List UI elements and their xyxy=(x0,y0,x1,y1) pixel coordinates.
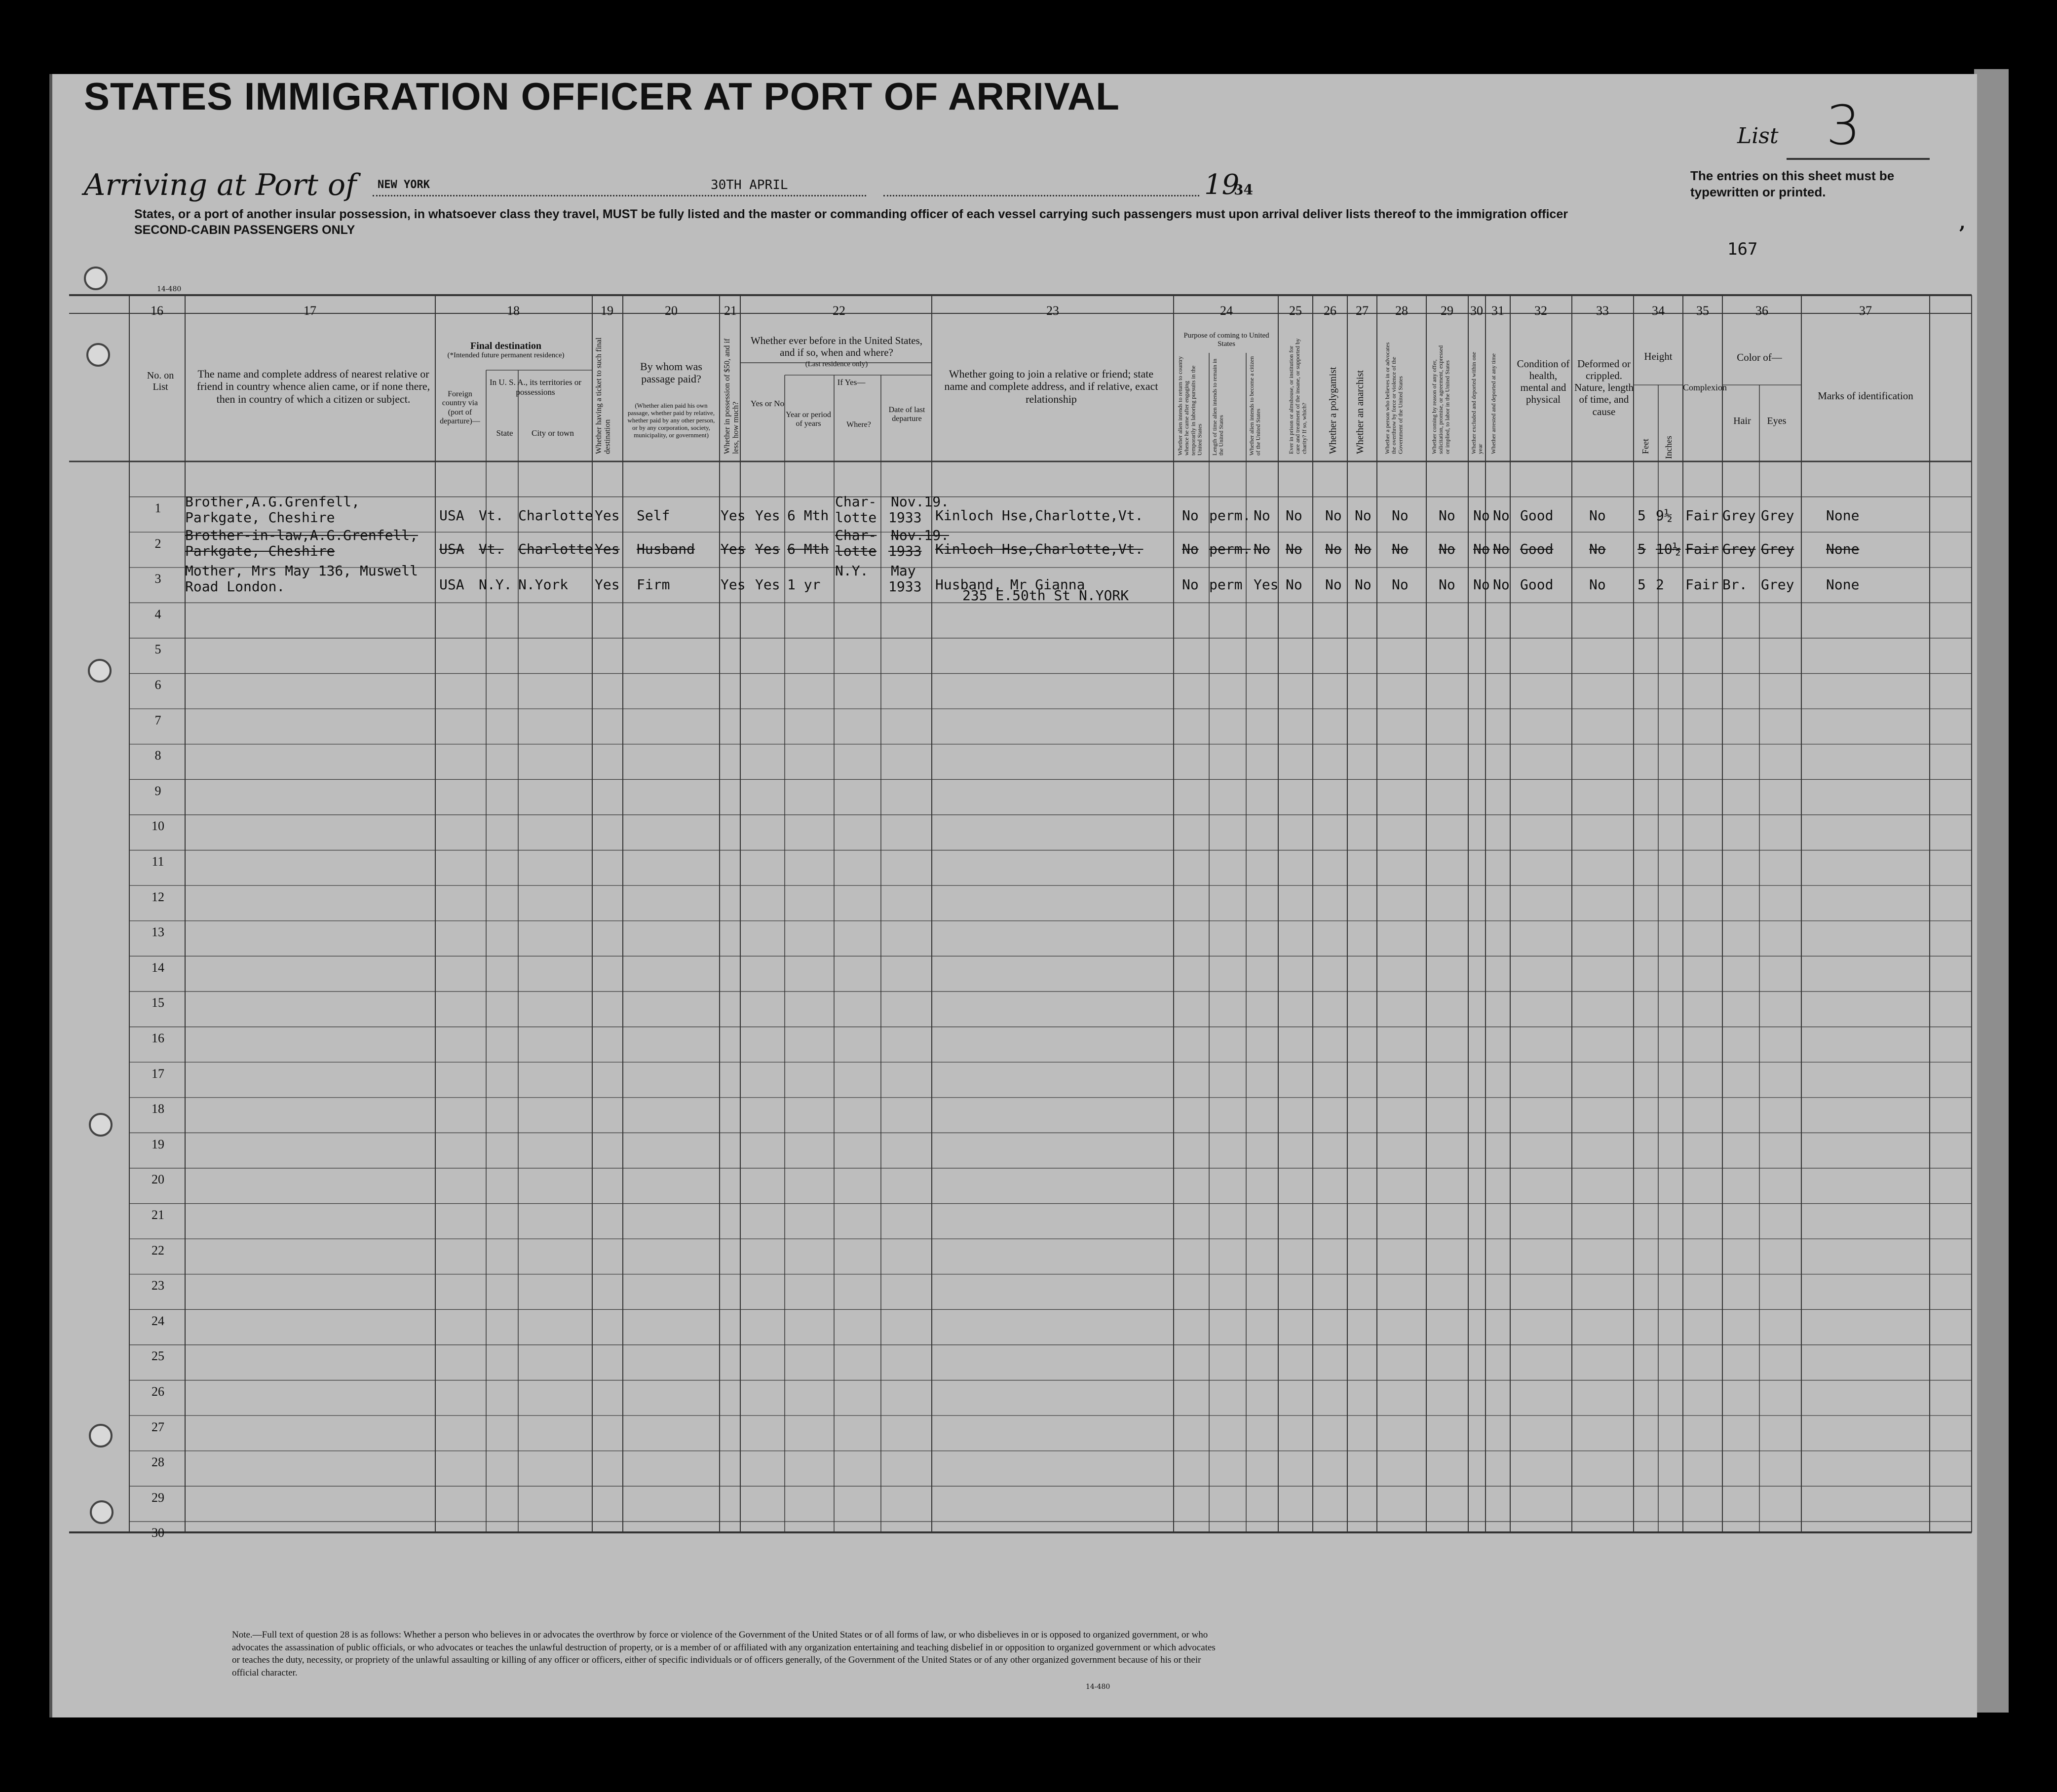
purpose-citizen: Yes xyxy=(1254,576,1279,593)
row-number: 2 xyxy=(154,536,161,551)
header-eyes: Eyes xyxy=(1767,416,1787,426)
where-line2: lotte xyxy=(835,543,877,559)
polygamist: No xyxy=(1325,576,1342,593)
offer: No xyxy=(1439,541,1455,557)
period-in-us: 6 Mth xyxy=(787,507,829,524)
footer-code: 14-480 xyxy=(1086,1683,1110,1691)
typewritten-instruction: The entries on this sheet must be typewritten or printed. xyxy=(1690,168,1895,199)
header-join-relative: Whether going to join a relative or friend; state name and complete address, and if relative, exact relationship xyxy=(944,368,1158,405)
row-number: 24 xyxy=(152,1313,164,1328)
header-possession: Whether in possession of $50, and if less, how much? xyxy=(723,338,740,454)
height-inches: 9½ xyxy=(1656,507,1673,524)
overthrow: No xyxy=(1392,507,1409,524)
row-number: 10 xyxy=(152,819,164,834)
row-number: 4 xyxy=(154,607,161,621)
header-inches: Inches xyxy=(1664,436,1674,459)
where-line1: Char- xyxy=(835,527,877,543)
header-passage: By whom was passage paid? xyxy=(640,360,702,385)
join-relative: Kinloch Hse,Charlotte,Vt. xyxy=(935,541,1143,557)
column-number: 20 xyxy=(665,304,678,318)
ticket: Yes xyxy=(595,541,620,557)
passage-paid-by: Self xyxy=(637,507,670,524)
header-passage-note: (Whether alien paid his own passage, whether paid by relative, whether paid by any other person, or by any corporation, society, municipality, or government) xyxy=(627,402,715,439)
row-number: 12 xyxy=(152,889,164,904)
header-excluded: Whether excluded and deported within one year xyxy=(1470,352,1484,454)
eye-color: Grey xyxy=(1761,576,1794,593)
header-city: City or town xyxy=(532,428,574,438)
column-number: 18 xyxy=(507,304,520,318)
prison: No xyxy=(1286,576,1302,593)
header-purpose-citizen: Whether alien intends to become a citizen of the United States xyxy=(1248,356,1262,456)
prison: No xyxy=(1286,541,1302,557)
date-value: 30TH APRIL xyxy=(711,178,788,192)
column-number: 25 xyxy=(1289,304,1302,318)
column-number: 37 xyxy=(1859,304,1872,318)
row-number: 20 xyxy=(152,1172,164,1187)
purpose-return: No xyxy=(1182,541,1199,557)
column-number: 32 xyxy=(1534,304,1547,318)
year-prefix: 19 xyxy=(1204,169,1240,201)
anarchist: No xyxy=(1355,507,1371,524)
deformed: No xyxy=(1589,507,1606,524)
row-number: 26 xyxy=(152,1384,164,1399)
footer-note: Note.—Full text of question 28 is as follows: Whether a person who believes in or advocates the overthrow by force or violence of the Government of the United States or of all forms of law, or who disbelieves in or is opposed to organized government, or who advocates the assassination of public officials, or who advocates or teaches the unlawful destruction of property, or is a member of or affiliated with any organization entertaining and teaching disbelief in or opposition to organized government or which advocates or teaches the duty, necessity, or propriety of the unlawful assaulting or killing of any officer or officers, either of specific individuals or of officers generally, of the Government of the United States or of any other organized government because of his or their official character. xyxy=(232,1630,1216,1678)
before-in-us: Yes xyxy=(755,507,780,524)
where-line2: lotte xyxy=(835,509,877,526)
join-relative-address: 235 E.50th St N.YORK xyxy=(962,587,1129,604)
join-relative: Husband, Mr Gianna xyxy=(935,576,1085,593)
column-number: 19 xyxy=(601,304,613,318)
page-number: 167 xyxy=(1727,239,1758,259)
column-number: 21 xyxy=(724,304,737,318)
row-number: 23 xyxy=(152,1278,164,1293)
overthrow: No xyxy=(1392,576,1409,593)
departure-year: 1933 xyxy=(888,578,922,595)
row-number: 22 xyxy=(152,1243,164,1258)
column-number: 28 xyxy=(1395,304,1408,318)
header-polygamist: Whether a polygamist xyxy=(1328,367,1338,454)
column-number: 26 xyxy=(1324,304,1336,318)
column-number: 35 xyxy=(1696,304,1709,318)
row-number: 29 xyxy=(152,1490,164,1505)
row-number: 16 xyxy=(152,1031,164,1045)
arriving-label: Arriving at Port of xyxy=(84,168,357,202)
polygamist: No xyxy=(1325,541,1342,557)
row-number: 1 xyxy=(154,501,161,515)
header-departure: Date of last departure xyxy=(888,406,925,423)
row-number: 17 xyxy=(152,1066,164,1081)
purpose-citizen: No xyxy=(1254,541,1270,557)
before-in-us: Yes xyxy=(755,541,780,557)
row-number: 7 xyxy=(154,713,161,727)
destination-city: Charlotte xyxy=(518,507,593,524)
header-hair: Hair xyxy=(1733,416,1751,426)
departure-date: May xyxy=(891,563,916,579)
join-relative: Kinloch Hse,Charlotte,Vt. xyxy=(935,507,1143,524)
relative-address: Parkgate, Cheshire xyxy=(185,543,335,559)
header-final-destination: Final destination xyxy=(470,341,541,351)
column-number: 30 xyxy=(1470,304,1483,318)
deformed: No xyxy=(1589,576,1606,593)
anarchist: No xyxy=(1355,576,1371,593)
column-number: 34 xyxy=(1652,304,1665,318)
destination-city: Charlotte xyxy=(518,541,593,557)
destination-state: N.Y. xyxy=(479,576,512,593)
where-line1: N.Y. xyxy=(835,563,869,579)
column-number: 33 xyxy=(1596,304,1609,318)
comma-mark: , xyxy=(1959,212,1966,233)
column-number: 16 xyxy=(151,304,163,318)
hair-color: Br. xyxy=(1722,576,1748,593)
purpose-length: perm xyxy=(1209,576,1243,593)
header-no-on-list: No. on List xyxy=(147,370,174,392)
height-feet: 5 xyxy=(1638,576,1646,593)
header-anarchist: Whether an anarchist xyxy=(1355,370,1366,454)
complexion: Fair xyxy=(1685,576,1719,593)
row-number: 21 xyxy=(152,1208,164,1222)
header-arrested: Whether arrested and deported at any time xyxy=(1490,353,1497,454)
health: Good xyxy=(1520,541,1554,557)
row-number: 28 xyxy=(152,1455,164,1470)
row-number: 5 xyxy=(154,642,161,657)
possession-fifty: Yes xyxy=(721,576,746,593)
height-feet: 5 xyxy=(1638,507,1646,524)
header-marks: Marks of identification xyxy=(1818,390,1913,402)
row-number: 3 xyxy=(154,572,161,586)
purpose-length: perm. xyxy=(1209,507,1251,524)
form-code: 14-480 xyxy=(157,285,182,293)
row-number: 8 xyxy=(154,748,161,763)
header-deformed: Deformed or crippled. Nature, length of time, and cause xyxy=(1574,358,1634,418)
row-number: 6 xyxy=(154,678,161,692)
prison: No xyxy=(1286,507,1302,524)
header-color-of: Color of— xyxy=(1737,351,1782,363)
eye-color: Grey xyxy=(1761,541,1794,557)
passage-paid-by: Husband xyxy=(637,541,695,557)
row-number: 13 xyxy=(152,925,164,940)
height-feet: 5 xyxy=(1638,541,1646,557)
header-before-note: (Last residence only) xyxy=(805,360,868,368)
header-purpose-length: Length of time alien intends to remain in the United States xyxy=(1211,358,1225,456)
departure-year: 1933 xyxy=(888,509,922,526)
destination-state: Vt. xyxy=(479,541,504,557)
excluded: No xyxy=(1473,507,1490,524)
ticket: Yes xyxy=(595,576,620,593)
hair-color: Grey xyxy=(1722,541,1756,557)
offer: No xyxy=(1439,507,1455,524)
destination-city: N.York xyxy=(518,576,569,593)
destination-state: Vt. xyxy=(479,507,504,524)
column-number: 23 xyxy=(1046,304,1059,318)
row-number: 27 xyxy=(152,1419,164,1434)
purpose-return: No xyxy=(1182,576,1199,593)
deformed: No xyxy=(1589,541,1606,557)
row-number: 11 xyxy=(152,854,164,869)
health: Good xyxy=(1520,576,1554,593)
row-number: 30 xyxy=(152,1525,164,1540)
column-number: 17 xyxy=(304,304,316,318)
departure-year: 1933 xyxy=(888,543,922,559)
header-purpose-return: Whether alien intends to return to country whence he came after engaging temporarily in laboring pursuits in the United States xyxy=(1177,356,1203,456)
row-number: 25 xyxy=(152,1349,164,1364)
column-number: 24 xyxy=(1220,304,1233,318)
anarchist: No xyxy=(1355,541,1371,557)
header-in-usa: In U. S. A., its territories or possessions xyxy=(489,378,582,397)
purpose-citizen: No xyxy=(1254,507,1270,524)
header-feet: Feet xyxy=(1640,439,1650,454)
header-ticket: Whether having a ticket to such final destination xyxy=(595,337,612,454)
purpose-return: No xyxy=(1182,507,1199,524)
class-line: SECOND-CABIN PASSENGERS ONLY xyxy=(134,223,355,237)
header-where: Where? xyxy=(846,420,871,429)
relative-address: Parkgate, Cheshire xyxy=(185,509,335,526)
header-purpose: Purpose of coming to United States xyxy=(1183,332,1269,348)
column-number: 36 xyxy=(1755,304,1768,318)
health: Good xyxy=(1520,507,1554,524)
header-relative: The name and complete address of nearest relative or friend in country whence alien came, or if none there, then in country of which a citizen or subject. xyxy=(196,368,430,405)
excluded: No xyxy=(1473,576,1490,593)
header-health: Condition of health, mental and physical xyxy=(1517,358,1570,406)
year-suffix: 34 xyxy=(1234,182,1253,198)
relative-name: Mother, Mrs May 136, Muswell xyxy=(185,563,419,579)
before-in-us: Yes xyxy=(755,576,780,593)
overthrow: No xyxy=(1392,541,1409,557)
header-offer: Whether coming by reason of any offer, solicitation, promise, or agreement, expressed or implied, to labor in the United States xyxy=(1431,345,1451,454)
complexion: Fair xyxy=(1685,541,1719,557)
foreign-country: USA xyxy=(439,576,464,593)
header-height: Height xyxy=(1644,350,1673,362)
relative-name: Brother-in-law,A.G.Grenfell, xyxy=(185,527,419,543)
row-number: 9 xyxy=(154,783,161,798)
port-value: NEW YORK xyxy=(378,179,430,191)
where-line1: Char- xyxy=(835,494,877,510)
foreign-country: USA xyxy=(439,541,464,557)
header-before-us: Whether ever before in the United States, and if so, when and where? xyxy=(750,335,923,359)
arrested: No xyxy=(1493,541,1510,557)
header-period: Year or period of years xyxy=(786,411,831,428)
header-overthrow: Whether a person who believes in or advocates the overthrow by force or violence of the Government of the United States xyxy=(1384,342,1404,454)
foreign-country: USA xyxy=(439,507,464,524)
row-number: 18 xyxy=(152,1102,164,1116)
height-inches: 10½ xyxy=(1656,541,1681,557)
column-number: 22 xyxy=(833,304,845,318)
row-number: 15 xyxy=(152,995,164,1010)
arrested: No xyxy=(1493,507,1510,524)
possession-fifty: Yes xyxy=(721,507,746,524)
polygamist: No xyxy=(1325,507,1342,524)
marks: None xyxy=(1826,541,1860,557)
departure-date: Nov.19. xyxy=(891,494,950,510)
column-number: 31 xyxy=(1491,304,1504,318)
header-if-yes: If Yes— xyxy=(837,378,866,387)
column-number: 29 xyxy=(1441,304,1453,318)
ticket: Yes xyxy=(595,507,620,524)
header-complexion: Complexion xyxy=(1683,382,1727,392)
departure-date: Nov.19. xyxy=(891,527,950,543)
marks: None xyxy=(1826,576,1860,593)
relative-address: Road London. xyxy=(185,578,285,595)
form-title: STATES IMMIGRATION OFFICER AT PORT OF ARRIVAL xyxy=(84,75,1120,118)
complexion: Fair xyxy=(1685,507,1719,524)
excluded: No xyxy=(1473,541,1490,557)
possession-fifty: Yes xyxy=(721,541,746,557)
offer: No xyxy=(1439,576,1455,593)
hair-color: Grey xyxy=(1722,507,1756,524)
row-number: 14 xyxy=(152,960,164,975)
period-in-us: 1 yr xyxy=(787,576,821,593)
height-inches: 2 xyxy=(1656,576,1664,593)
list-label: List xyxy=(1737,123,1779,149)
list-number: 3 xyxy=(1826,94,1861,157)
relative-name: Brother,A.G.Grenfell, xyxy=(185,494,360,510)
arrested: No xyxy=(1493,576,1510,593)
period-in-us: 6 Mth xyxy=(787,541,829,557)
marks: None xyxy=(1826,507,1860,524)
header-foreign-country: Foreign country via (port of departure)— xyxy=(440,390,480,426)
column-number: 27 xyxy=(1356,304,1369,318)
header-yes-no: Yes or No xyxy=(750,399,785,408)
eye-color: Grey xyxy=(1761,507,1794,524)
passage-paid-by: Firm xyxy=(637,576,670,593)
row-number: 19 xyxy=(152,1137,164,1151)
header-state: State xyxy=(496,428,513,438)
header-final-destination-note: (*Intended future permanent residence) xyxy=(447,351,565,359)
form-instruction-line: States, or a port of another insular possession, in whatsoever class they travel, MUST be fully listed and the master or commanding officer of each vessel carrying such passengers must upon arrival deliver lists thereof to the immigration officer xyxy=(134,207,1568,221)
header-prison: Ever in prison or almshouse, or institution for care and treatment of the insane, or supported by charity? If so, which? xyxy=(1288,338,1308,454)
purpose-length: perm. xyxy=(1209,541,1251,557)
